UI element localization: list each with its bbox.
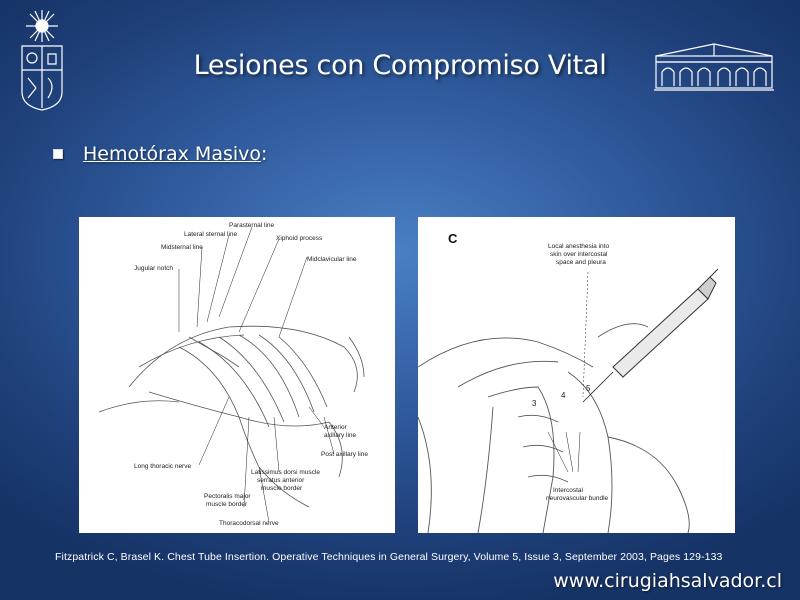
bullet-heading: Hemotórax Masivo: [83, 143, 262, 165]
label-jugular: Jugular notch: [134, 265, 174, 272]
label-pectoralis-1: Pectoralis major: [204, 493, 251, 500]
label-latissimus-1: Latissimus dorsi muscle: [251, 469, 320, 476]
label-parasternal: Parasternal line: [229, 222, 275, 229]
label-xiphoid: Xiphoid process: [276, 235, 323, 242]
panel-label: C: [448, 231, 458, 246]
anesthesia-figure: [418, 217, 735, 533]
label-intercostal-1: Intercostal: [553, 487, 583, 494]
label-long-thoracic: Long thoracic nerve: [134, 463, 192, 470]
label-anterior-2: axillary line: [324, 432, 357, 439]
label-intercostal-2: neurovascular bundle: [546, 495, 609, 502]
bullet-colon: :: [261, 143, 268, 165]
label-num-5: 5: [586, 384, 591, 393]
label-midclavicular: Midclavicular line: [307, 256, 357, 263]
slide-title: Lesiones con Compromiso Vital: [193, 50, 607, 81]
website-url: www.cirugiahsalvador.cl: [553, 570, 782, 592]
label-post-axillary: Post axillary line: [321, 451, 368, 458]
bullet-text: [83, 143, 267, 165]
label-num-4: 4: [561, 391, 566, 400]
chest-anatomy-figure: [79, 217, 395, 533]
label-local-2: skin over intercostal: [550, 251, 608, 258]
label-local-1: Local anesthesia into: [548, 243, 610, 250]
label-num-3: 3: [532, 399, 537, 408]
label-pectoralis-2: muscle border: [206, 501, 248, 508]
label-local-3: space and pleura: [556, 259, 606, 266]
label-midsternal: Midsternal line: [161, 244, 203, 251]
label-latissimus-2: serratus anterior: [257, 477, 305, 484]
label-anterior-1: Anterior: [324, 424, 347, 431]
chest-anatomy-drawing: [79, 217, 395, 533]
label-latissimus-3: muscle border: [261, 485, 303, 492]
bullet-item: [53, 139, 267, 169]
citation-text: Fitzpatrick C, Brasel K. Chest Tube Insertion. Operative Techniques in General Surgery, Volume 5, Issue 3, September 2003, Pages 129-133: [55, 551, 723, 563]
label-lateral-sternal: Lateral sternal line: [184, 231, 238, 238]
label-thoracodorsal: Thoracodorsal nerve: [219, 520, 279, 527]
square-bullet-icon: [53, 149, 63, 159]
